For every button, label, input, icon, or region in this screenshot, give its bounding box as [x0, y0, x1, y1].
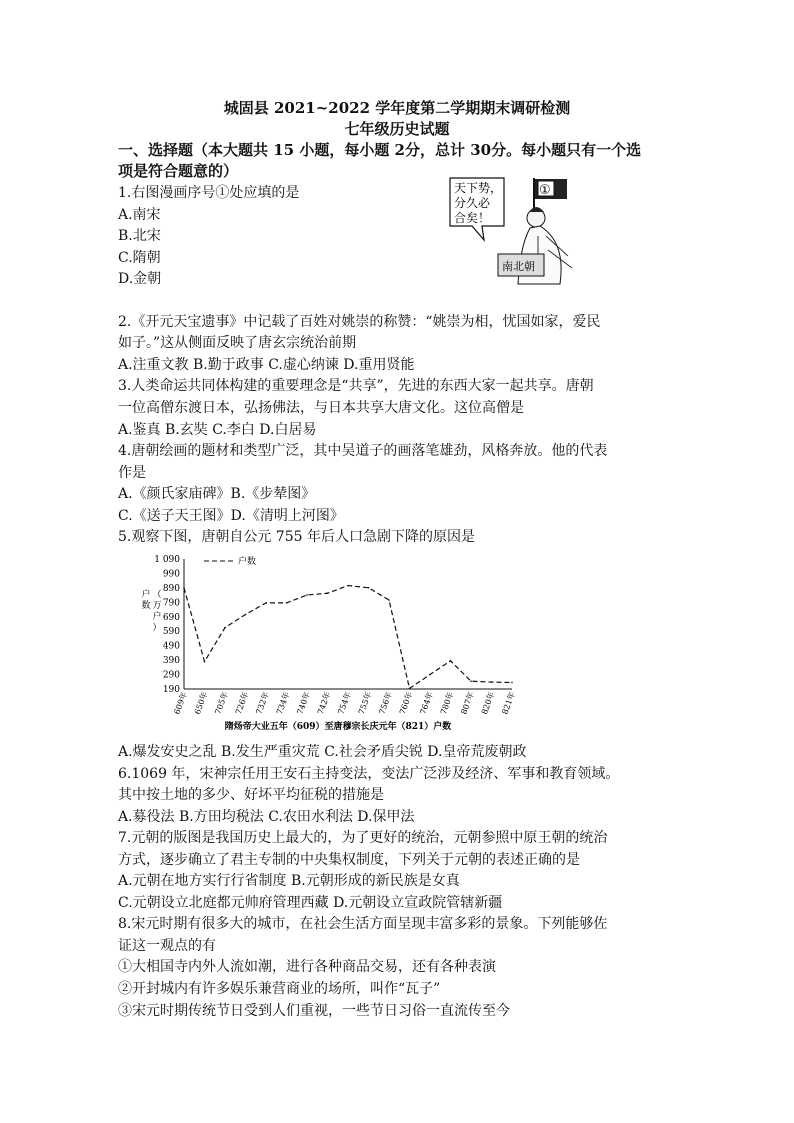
- y-axis-label-char: ）: [152, 623, 162, 633]
- data-point: [183, 587, 185, 589]
- question-line: 5.观察下图，唐朝自公元 755 年后人口急剧下降的原因是: [118, 529, 475, 545]
- x-tick-label: 756年: [377, 690, 394, 716]
- dynasty-sign: 南北朝: [502, 260, 535, 273]
- y-tick-label: 390: [162, 656, 180, 667]
- data-point: [511, 682, 513, 684]
- question-line: 1.右图漫画序号①处应填的是: [118, 185, 300, 201]
- question-line: 7.元朝的版图是我国历史上最大的，为了更好的统治，元朝参照中原王朝的统治: [118, 830, 608, 846]
- option-line: C.元朝设立北庭都元帅府管理西藏 D.元朝设立宣政院管辖新疆: [118, 895, 503, 911]
- data-point: [429, 674, 431, 676]
- question-line: 方式，逐步确立了君主专制的中央集权制度，下列关于元朝的表述正确的是: [118, 852, 580, 868]
- option-line: A.募役法 B.方田均税法 C.农田水利法 D.保甲法: [118, 809, 415, 825]
- data-point: [491, 681, 493, 683]
- speech-line-3: 合矣！: [454, 211, 491, 225]
- option-line: A.《颜氏家庙碑》B.《步辇图》: [118, 486, 316, 502]
- x-tick-label: 726年: [233, 690, 251, 716]
- y-axis-label-char: 户: [141, 590, 151, 600]
- data-point: [409, 688, 411, 690]
- exam-title: 城固县 2021~2022 学年度第二学期期末调研检测: [223, 99, 571, 117]
- x-tick-label: 754年: [336, 690, 353, 716]
- y-axis-label-char: 户: [152, 612, 162, 622]
- x-tick-label: 821年: [500, 690, 517, 716]
- question-line: 2.《开元天宝遗事》中记载了百姓对姚崇的称赞：“姚崇为相，忧国如家，爱民: [118, 314, 601, 330]
- x-axis-label: 隋炀帝大业五年（609）至唐穆宗长庆元年（821）户数: [224, 722, 452, 732]
- x-tick-label: 734年: [274, 690, 292, 716]
- legend-label: 户数: [238, 557, 257, 567]
- statement-line: ①大相国寺内外人流如潮，进行各种商品交易，还有各种表演: [118, 959, 496, 975]
- question-line: 其中按土地的多少、好坏平均征税的措施是: [118, 787, 384, 803]
- y-tick-label: 890: [162, 583, 180, 594]
- y-tick-label: 190: [162, 685, 180, 695]
- question-line: 8.宋元时期有很多大的城市，在社会生活方面呈现丰富多彩的景象。下列能够佐: [118, 916, 608, 932]
- data-point: [347, 585, 349, 587]
- data-point: [327, 592, 329, 594]
- option-line: B.北宋: [118, 228, 161, 244]
- y-tick-label: 590: [162, 627, 180, 638]
- question-line: 作是: [118, 465, 146, 481]
- population-line-chart: [140, 549, 518, 739]
- x-tick-label: 755年: [356, 690, 374, 716]
- option-line: A.元朝在地方实行行省制度 B.元朝形成的新民族是女真: [118, 873, 460, 889]
- data-point: [368, 587, 370, 589]
- x-tick-label: 760年: [397, 690, 415, 716]
- option-line: D.金朝: [118, 271, 162, 287]
- x-tick-label: 732年: [254, 690, 271, 716]
- exam-subtitle: 七年级历史试题: [344, 120, 450, 138]
- y-tick-label: 790: [162, 598, 180, 609]
- option-line: A.鉴真 B.玄奘 C.李白 D.白居易: [118, 422, 317, 438]
- x-tick-label: 780年: [438, 690, 456, 716]
- data-point: [306, 594, 308, 596]
- data-point: [450, 660, 452, 662]
- section-heading: 一、选择题（本大题共 15 小题，每小题 2分，总计 30分。每小题只有一个选: [118, 141, 642, 159]
- question-line: 3.人类命运共同体构建的重要理念是“共享”，先进的东西大家一起共享。唐朝: [118, 378, 594, 394]
- option-line: C.《送子天王图》D.《清明上河图》: [118, 508, 344, 524]
- y-tick-label: 1 090: [154, 555, 180, 565]
- y-tick-label: 990: [162, 569, 180, 580]
- cartoon-illustration: [448, 176, 588, 286]
- x-tick-label: 742年: [315, 690, 333, 716]
- x-tick-label: 705年: [213, 690, 230, 716]
- y-axis-label-char: 数: [141, 601, 151, 611]
- data-point: [388, 599, 390, 601]
- option-line: A.南宋: [118, 207, 161, 223]
- x-tick-label: 807年: [459, 690, 476, 716]
- x-tick-label: 740年: [295, 690, 312, 716]
- x-tick-label: 820年: [479, 690, 497, 716]
- x-tick-label: 650年: [192, 690, 210, 716]
- speech-line-2: 分久必: [454, 196, 491, 210]
- option-line: A.爆发安史之乱 B.发生严重灾荒 C.社会矛盾尖锐 D.皇帝荒废朝政: [118, 744, 527, 760]
- series-line-households: [184, 586, 512, 689]
- section-heading-cont: 项是符合题意的）: [118, 162, 239, 180]
- y-axis-label-char: 万: [152, 601, 162, 611]
- x-tick-label: 609年: [172, 690, 189, 716]
- statement-line: ③宋元时期传统节日受到人们重视，一些节日习俗一直流传至今: [118, 1003, 510, 1019]
- statement-line: ②开封城内有许多娱乐兼营商业的场所，叫作“瓦子”: [118, 981, 441, 997]
- y-tick-label: 290: [162, 670, 180, 681]
- option-line: A.注重文教 B.勤于政事 C.虚心纳谏 D.重用贤能: [118, 357, 415, 373]
- option-line: C.隋朝: [118, 250, 161, 266]
- question-line: 证这一观点的有: [118, 938, 216, 954]
- data-point: [245, 614, 247, 616]
- question-line: 4.唐朝绘画的题材和类型广泛，其中吴道子的画落笔雄劲，风格奔放。他的代表: [118, 443, 608, 459]
- flag-number: ①: [539, 183, 551, 198]
- data-point: [265, 602, 267, 604]
- y-axis-label-char: （: [152, 590, 162, 600]
- data-point: [224, 627, 226, 629]
- y-tick-label: 490: [162, 641, 180, 652]
- x-tick-label: 764年: [418, 690, 435, 716]
- question-line: 如子。”这从侧面反映了唐玄宗统治前期: [118, 335, 357, 351]
- y-tick-label: 690: [162, 612, 180, 623]
- question-line: 6.1069 年，宋神宗任用王安石主持变法，变法广泛涉及经济、军事和教育领域。: [118, 766, 620, 782]
- data-point: [286, 602, 288, 604]
- data-point: [204, 661, 206, 663]
- data-point: [470, 680, 472, 682]
- question-line: 一位高僧东渡日本，弘扬佛法，与日本共享大唐文化。这位高僧是: [118, 400, 524, 416]
- speech-line-1: 天下势，: [454, 181, 503, 195]
